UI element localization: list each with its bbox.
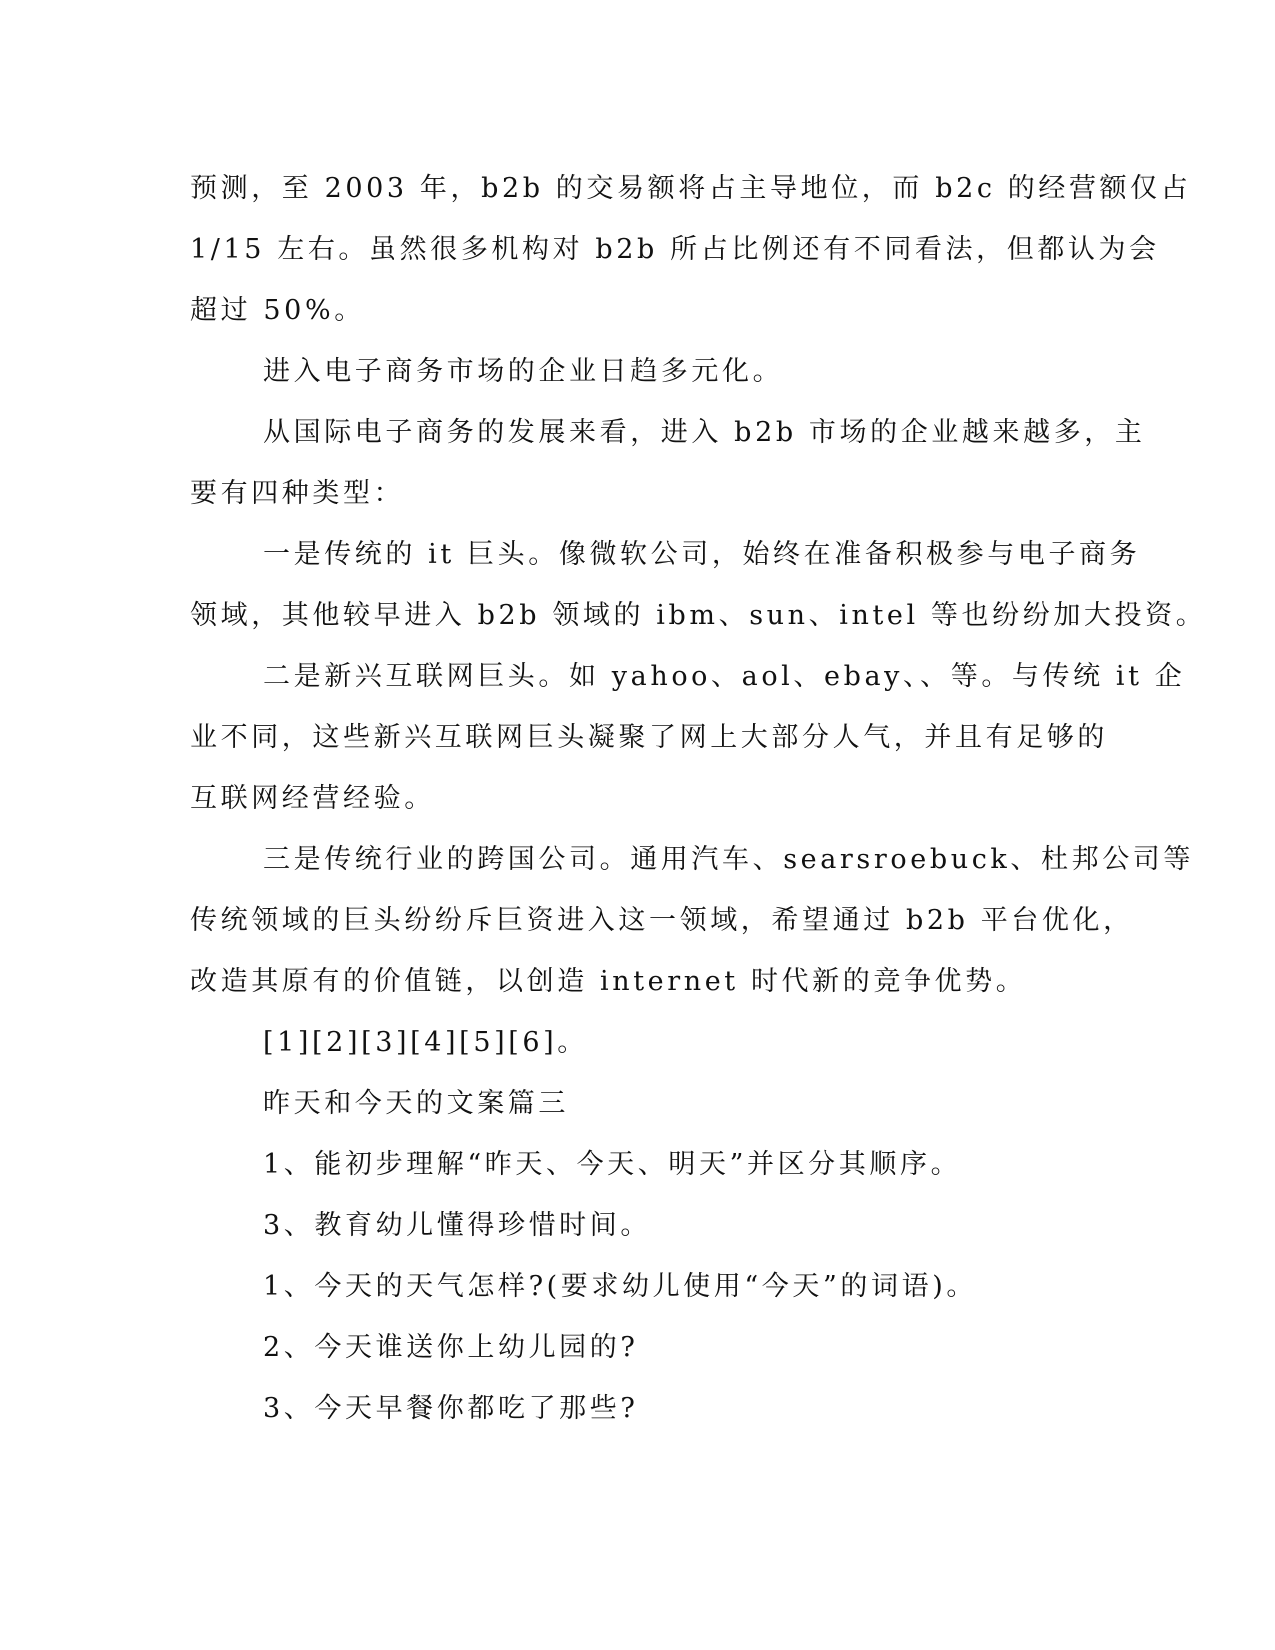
paragraph-start: 二是新兴互联网巨头。如 yahoo、aol、ebay、、等。与传统 it 企: [263, 661, 1186, 692]
paragraph-start: 从国际电子商务的发展来看，进入 b2b 市场的企业越来越多，主: [263, 417, 1146, 448]
text-line: 要有四种类型：: [190, 478, 405, 509]
text-line: 预测，至 2003 年，b2b 的交易额将占主导地位，而 b2c 的经营额仅占: [190, 173, 1192, 204]
text-line: 互联网经营经验。: [190, 783, 435, 814]
section-heading: 昨天和今天的文案篇三: [263, 1088, 569, 1119]
paragraph-start: 三是传统行业的跨国公司。通用汽车、searsroebuck、杜邦公司等: [263, 844, 1194, 875]
text-line: 领域，其他较早进入 b2b 领域的 ibm、sun、intel 等也纷纷加大投资。: [190, 600, 1207, 631]
paragraph-start: 一是传统的 it 巨头。像微软公司，始终在准备积极参与电子商务: [263, 539, 1141, 570]
list-item: 1、能初步理解“昨天、今天、明天”并区分其顺序。: [263, 1149, 962, 1180]
text-line: 传统领域的巨头纷纷斥巨资进入这一领域，希望通过 b2b 平台优化，: [190, 905, 1134, 936]
text-line: 改造其原有的价值链，以创造 internet 时代新的竞争优势。: [190, 966, 1027, 997]
text-line: 超过 50%。: [190, 295, 365, 326]
list-item: 3、教育幼儿懂得珍惜时间。: [263, 1210, 651, 1241]
list-item: 2、今天谁送你上幼儿园的?: [263, 1332, 639, 1363]
list-item: 3、今天早餐你都吃了那些?: [263, 1393, 639, 1424]
paragraph-start: 进入电子商务市场的企业日趋多元化。: [263, 356, 784, 387]
text-line: 业不同，这些新兴互联网巨头凝聚了网上大部分人气，并且有足够的: [190, 722, 1108, 753]
reference-list: [1][2][3][4][5][6]。: [263, 1027, 588, 1058]
text-line: 1/15 左右。虽然很多机构对 b2b 所占比例还有不同看法，但都认为会: [190, 234, 1160, 265]
list-item: 1、今天的天气怎样?(要求幼儿使用“今天”的词语)。: [263, 1271, 977, 1302]
